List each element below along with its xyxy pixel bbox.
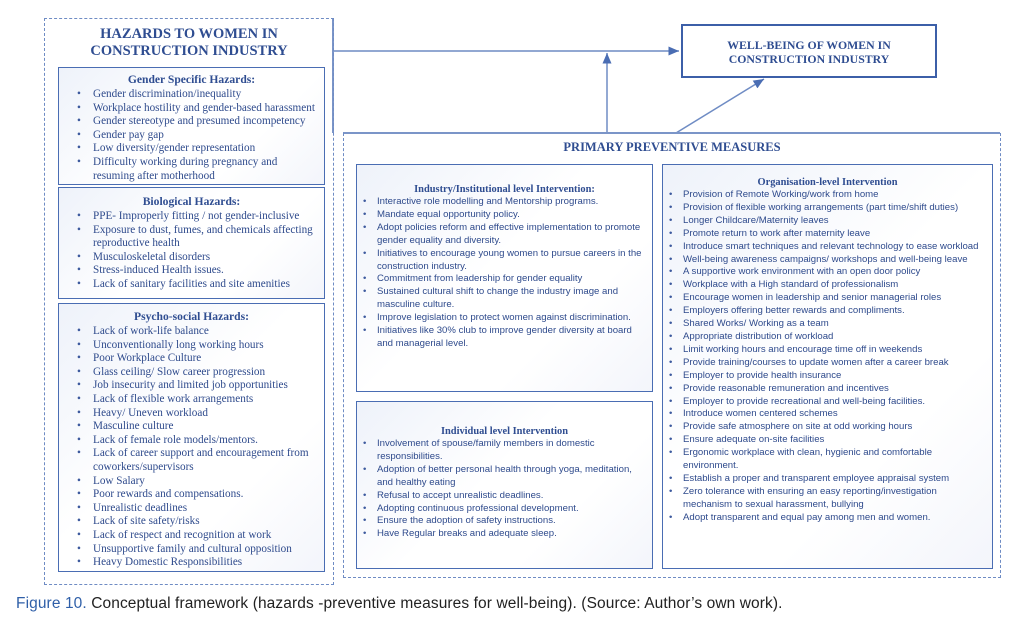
list-item: • Longer Childcare/Maternity leaves — [683, 215, 986, 228]
wellbeing-title-line2: CONSTRUCTION INDUSTRY — [728, 52, 890, 66]
list-item: • Well-being awareness campaigns/ workshops and well-being leave — [683, 254, 986, 267]
industry-intervention-box — [356, 164, 653, 392]
list-item: • Adopting continuous professional development. — [377, 503, 646, 516]
list-item: • Provision of flexible working arrangements (part time/shift duties) — [683, 202, 986, 215]
list-item: • Adopt policies reform and effective implementation to promote gender equality and diversity. — [377, 222, 646, 248]
list-item: • Glass ceiling/ Slow career progression — [93, 366, 318, 380]
list-item: • Lack of work-life balance — [93, 325, 318, 339]
individual-intervention-title: Individual level Intervention — [440, 426, 568, 437]
list-item: • Ensure adequate on-site facilities — [683, 434, 986, 447]
list-item: • Involvement of spouse/family members in domestic responsibilities. — [377, 438, 646, 464]
list-item: • Establish a proper and transparent employee appraisal system — [683, 473, 986, 486]
list-item: • Promote return to work after maternity leave — [683, 228, 986, 241]
industry-intervention-title: Industry/Institutional level Intervention: — [414, 184, 595, 195]
list-item: • Unrealistic deadlines — [93, 502, 318, 516]
list-item: • Gender pay gap — [93, 129, 318, 143]
wellbeing-box — [681, 24, 937, 78]
hazards-title — [44, 26, 334, 60]
biological-hazards-list — [93, 210, 318, 292]
list-item: • Introduce smart techniques and relevant technology to ease workload — [683, 241, 986, 254]
psychosocial-hazards-list — [93, 325, 318, 570]
gender-hazards-list — [93, 88, 318, 183]
list-item: • Heavy/ Uneven workload — [93, 407, 318, 421]
list-item: • Unsupportive family and cultural opposition — [93, 543, 318, 557]
hazards-title-line2: CONSTRUCTION INDUSTRY — [90, 43, 288, 59]
list-item: • PPE- Improperly fitting / not gender-inclusive — [93, 210, 318, 224]
psychosocial-hazards-box — [58, 303, 325, 572]
list-item: • Provide training/courses to update women after a career break — [683, 357, 986, 370]
biological-hazards-box — [58, 187, 325, 299]
organisation-intervention-title: Organisation-level Intervention — [757, 177, 898, 188]
list-item: • Lack of respect and recognition at work — [93, 529, 318, 543]
list-item: • Shared Works/ Working as a team — [683, 318, 986, 331]
list-item: • Initiatives like 30% club to improve gender diversity at board and managerial level. — [377, 325, 646, 351]
gender-hazards-title: Gender Specific Hazards: — [127, 73, 256, 86]
list-item: • Lack of female role models/mentors. — [93, 434, 318, 448]
arrow-measures-to-wellbeing — [676, 79, 764, 133]
figure-caption — [16, 595, 783, 613]
list-item: • Encourage women in leadership and senior managerial roles — [683, 292, 986, 305]
list-item: • Sustained cultural shift to change the industry image and masculine culture. — [377, 286, 646, 312]
list-item: • Masculine culture — [93, 420, 318, 434]
list-item: • Heavy Domestic Responsibilities — [93, 556, 318, 570]
list-item: • Lack of sanitary facilities and site amenities — [93, 278, 318, 292]
list-item: • Provide safe atmosphere on site at odd working hours — [683, 421, 986, 434]
list-item: • Ergonomic workplace with clean, hygienic and comfortable environment. — [683, 447, 986, 473]
list-item: • Unconventionally long working hours — [93, 339, 318, 353]
organisation-intervention-box — [662, 164, 993, 569]
list-item: • Gender stereotype and presumed incompetency — [93, 115, 318, 129]
list-item: • Refusal to accept unrealistic deadlines. — [377, 490, 646, 503]
list-item: • Interactive role modelling and Mentorship programs. — [377, 196, 646, 209]
list-item: • Adopt transparent and equal pay among men and women. — [683, 512, 986, 525]
list-item: • Commitment from leadership for gender equality — [377, 273, 646, 286]
list-item: • Introduce women centered schemes — [683, 408, 986, 421]
list-item: • Employer to provide recreational and well-being facilities. — [683, 396, 986, 409]
list-item: • Ensure the adoption of safety instructions. — [377, 515, 646, 528]
list-item: • A supportive work environment with an open door policy — [683, 266, 986, 279]
list-item: • Limit working hours and encourage time off in weekends — [683, 344, 986, 357]
list-item: • Adoption of better personal health through yoga, meditation, and healthy eating — [377, 464, 646, 490]
gender-hazards-box — [58, 67, 325, 185]
list-item: • Appropriate distribution of workload — [683, 331, 986, 344]
list-item: • Musculoskeletal disorders — [93, 251, 318, 265]
biological-hazards-title: Biological Hazards: — [142, 195, 241, 208]
list-item: • Provide reasonable remuneration and incentives — [683, 383, 986, 396]
list-item: • Have Regular breaks and adequate sleep. — [377, 528, 646, 541]
list-item: • Zero tolerance with ensuring an easy reporting/investigation mechanism to sexual harassment, bullying — [683, 486, 986, 512]
list-item: • Lack of site safety/risks — [93, 515, 318, 529]
list-item: • Lack of career support and encouragement from coworkers/supervisors — [93, 447, 318, 474]
individual-intervention-box — [356, 401, 653, 569]
list-item: • Low diversity/gender representation — [93, 142, 318, 156]
figure-caption-text: Conceptual framework (hazards -preventive measures for well-being). (Source: Author’s own work). — [91, 595, 783, 612]
list-item: • Exposure to dust, fumes, and chemicals affecting reproductive health — [93, 224, 318, 251]
industry-intervention-list — [377, 196, 646, 351]
list-item: • Employer to provide health insurance — [683, 370, 986, 383]
list-item: • Employers offering better rewards and compliments. — [683, 305, 986, 318]
list-item: • Difficulty working during pregnancy and resuming after motherhood — [93, 156, 318, 183]
psychosocial-hazards-title: Psycho-social Hazards: — [134, 310, 249, 323]
organisation-intervention-list — [683, 189, 986, 525]
measures-title: PRIMARY PREVENTIVE MEASURES — [563, 140, 781, 154]
individual-intervention-list — [377, 438, 646, 541]
list-item: • Lack of flexible work arrangements — [93, 393, 318, 407]
list-item: • Provision of Remote Working/work from home — [683, 189, 986, 202]
list-item: • Gender discrimination/inequality — [93, 88, 318, 102]
list-item: • Low Salary — [93, 475, 318, 489]
hazards-title-line1: HAZARDS TO WOMEN IN — [100, 26, 278, 42]
list-item: • Job insecurity and limited job opportunities — [93, 379, 318, 393]
list-item: • Initiatives to encourage young women to pursue careers in the construction industry. — [377, 248, 646, 274]
list-item: • Stress-induced Health issues. — [93, 264, 318, 278]
wellbeing-title-line1: WELL-BEING OF WOMEN IN — [727, 38, 891, 52]
list-item: • Workplace hostility and gender-based harassment — [93, 102, 318, 116]
list-item: • Improve legislation to protect women against discrimination. — [377, 312, 646, 325]
list-item: • Poor Workplace Culture — [93, 352, 318, 366]
list-item: • Mandate equal opportunity policy. — [377, 209, 646, 222]
figure-label: Figure 10. — [16, 595, 87, 612]
list-item: • Poor rewards and compensations. — [93, 488, 318, 502]
list-item: • Workplace with a High standard of professionalism — [683, 279, 986, 292]
